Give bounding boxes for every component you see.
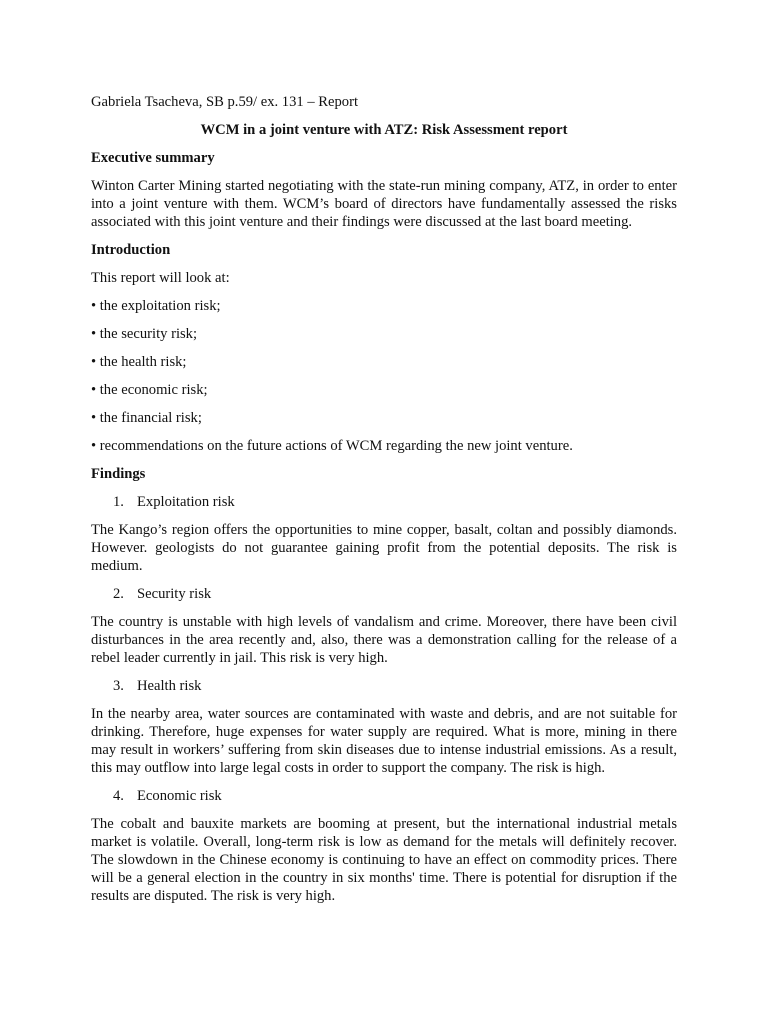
finding-title-text: Health risk (137, 678, 202, 694)
intro-bullet: • recommendations on the future actions of WCM regarding the new joint venture. (91, 438, 573, 454)
finding-number: 3. (113, 678, 124, 694)
finding-title (91, 585, 677, 603)
executive-summary-heading: Executive summary (91, 150, 215, 166)
intro-bullet: • the health risk; (91, 354, 187, 370)
intro-bullet: • the economic risk; (91, 382, 208, 398)
document-body (91, 93, 677, 915)
finding-title (91, 677, 677, 695)
finding-title-text: Exploitation risk (137, 494, 235, 510)
findings-heading: Findings (91, 466, 146, 482)
finding-title (91, 493, 677, 511)
finding-number: 1. (113, 494, 124, 510)
executive-summary-text: Winton Carter Mining started negotiating with the state-run mining company, ATZ, in order to enter into a joint venture with them. WCM’s board of directors have fundamentally assessed the risks associated with this joint venture and their findings were discussed at the last board meeting. (91, 178, 677, 230)
finding-number: 4. (113, 788, 124, 804)
introduction-lead: This report will look at: (91, 270, 230, 286)
finding-text: The cobalt and bauxite markets are booming at present, but the international industrial metals market is volatile. Overall, long-term risk is low as demand for the metals will definitely recover. The slowdown in the Chinese economy is continuing to have an effect on commodity prices. There will be a general election in the country in six months' time. There is potential for disruption if the results are disputed. The risk is very high. (91, 816, 677, 904)
finding-text: The country is unstable with high levels of vandalism and crime. Moreover, there have been civil disturbances in the area recently and, also, there was a demonstration calling for the release of a rebel leader currently in jail. This risk is very high. (91, 614, 677, 666)
finding-text: The Kango’s region offers the opportunities to mine copper, basalt, coltan and possibly diamonds. However. geologists do not guarantee gaining profit from the potential deposits. The risk is medium. (91, 522, 677, 574)
intro-bullet: • the financial risk; (91, 410, 202, 426)
report-title: WCM in a joint venture with ATZ: Risk Assessment report (200, 122, 568, 138)
intro-bullet: • the exploitation risk; (91, 298, 221, 314)
finding-title (91, 787, 677, 805)
finding-title-text: Security risk (137, 586, 212, 602)
finding-text: In the nearby area, water sources are contaminated with waste and debris, and are not suitable for drinking. Therefore, huge expenses for water supply are required. What is more, mining in there may result in workers’ suffering from skin diseases due to intense industrial emissions. As a result, this may outflow into large legal costs in order to support the company. The risk is high. (91, 706, 677, 776)
finding-title-text: Economic risk (137, 788, 222, 804)
finding-number: 2. (113, 586, 124, 602)
intro-bullet: • the security risk; (91, 326, 198, 342)
introduction-heading: Introduction (91, 242, 171, 258)
author-line: Gabriela Tsacheva, SB p.59/ ex. 131 – Report (91, 94, 359, 110)
